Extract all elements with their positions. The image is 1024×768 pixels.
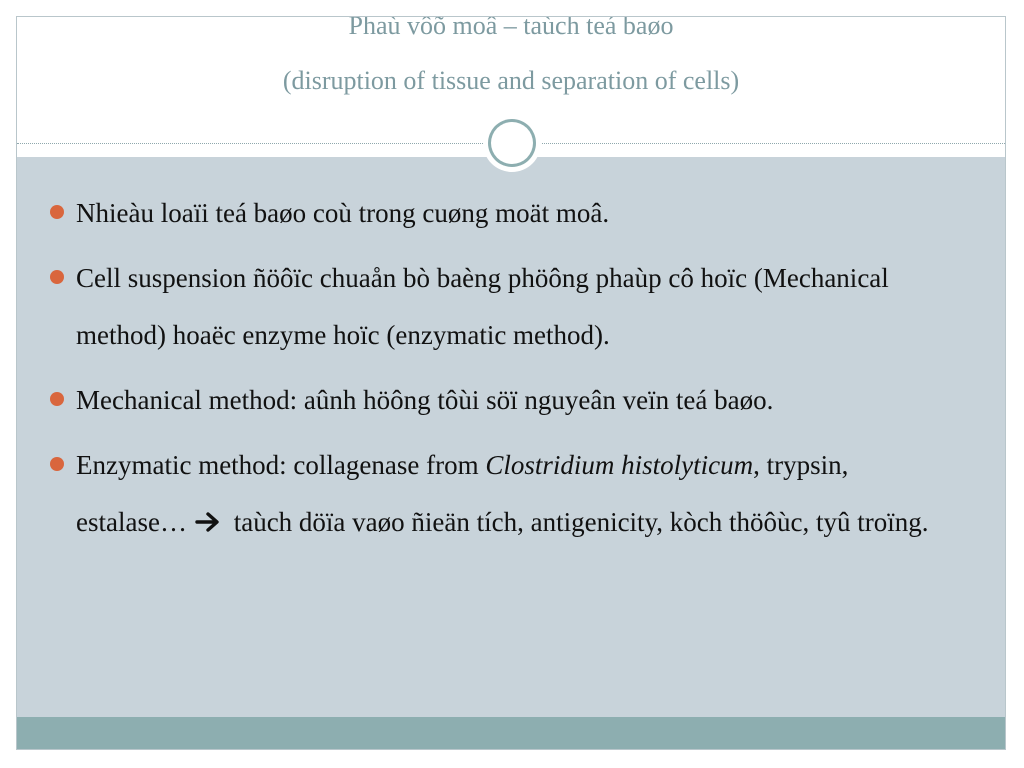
bullet-item: [47, 372, 957, 429]
bullet-text: Cell suspension ñöôïc chuaån bò baèng phöông phaùp cô hoïc (Mechanical method) hoaëc enzyme hoïc (enzymatic method).: [76, 263, 889, 350]
bullet-text-middle: , trypsin, estalase…: [76, 450, 849, 537]
bullet-item: [47, 437, 957, 553]
bullet-text: Mechanical method: aûnh höông tôùi söï nguyeân veïn teá baøo.: [76, 385, 774, 415]
bullet-dot-icon: [50, 205, 64, 219]
bullet-text-prefix: Enzymatic method: collagenase from: [76, 450, 486, 480]
bullet-item: [47, 185, 957, 242]
bullet-dot-icon: [50, 457, 64, 471]
bullet-item: [47, 250, 957, 364]
right-arrow-icon: [195, 496, 221, 553]
bullet-text: Nhieàu loaïi teá baøo coù trong cuøng moät moâ.: [76, 198, 610, 228]
bullet-list: [47, 185, 957, 561]
slide-subtitle: (disruption of tissue and separation of cells): [282, 66, 740, 95]
slide-title: Phaù vôõ moâ – taùch teá baøo: [348, 16, 674, 40]
footer-band: [17, 717, 1005, 750]
species-name: Clostridium histolyticum: [485, 450, 754, 480]
bullet-dot-icon: [50, 392, 64, 406]
bullet-text-suffix: taùch döïa vaøo ñieän tích, antigenicity, kòch thöôùc, tyû troïng.: [226, 507, 929, 537]
bullet-dot-icon: [50, 270, 64, 284]
slide: [16, 16, 1006, 750]
divider-circle-inner: [491, 122, 533, 164]
